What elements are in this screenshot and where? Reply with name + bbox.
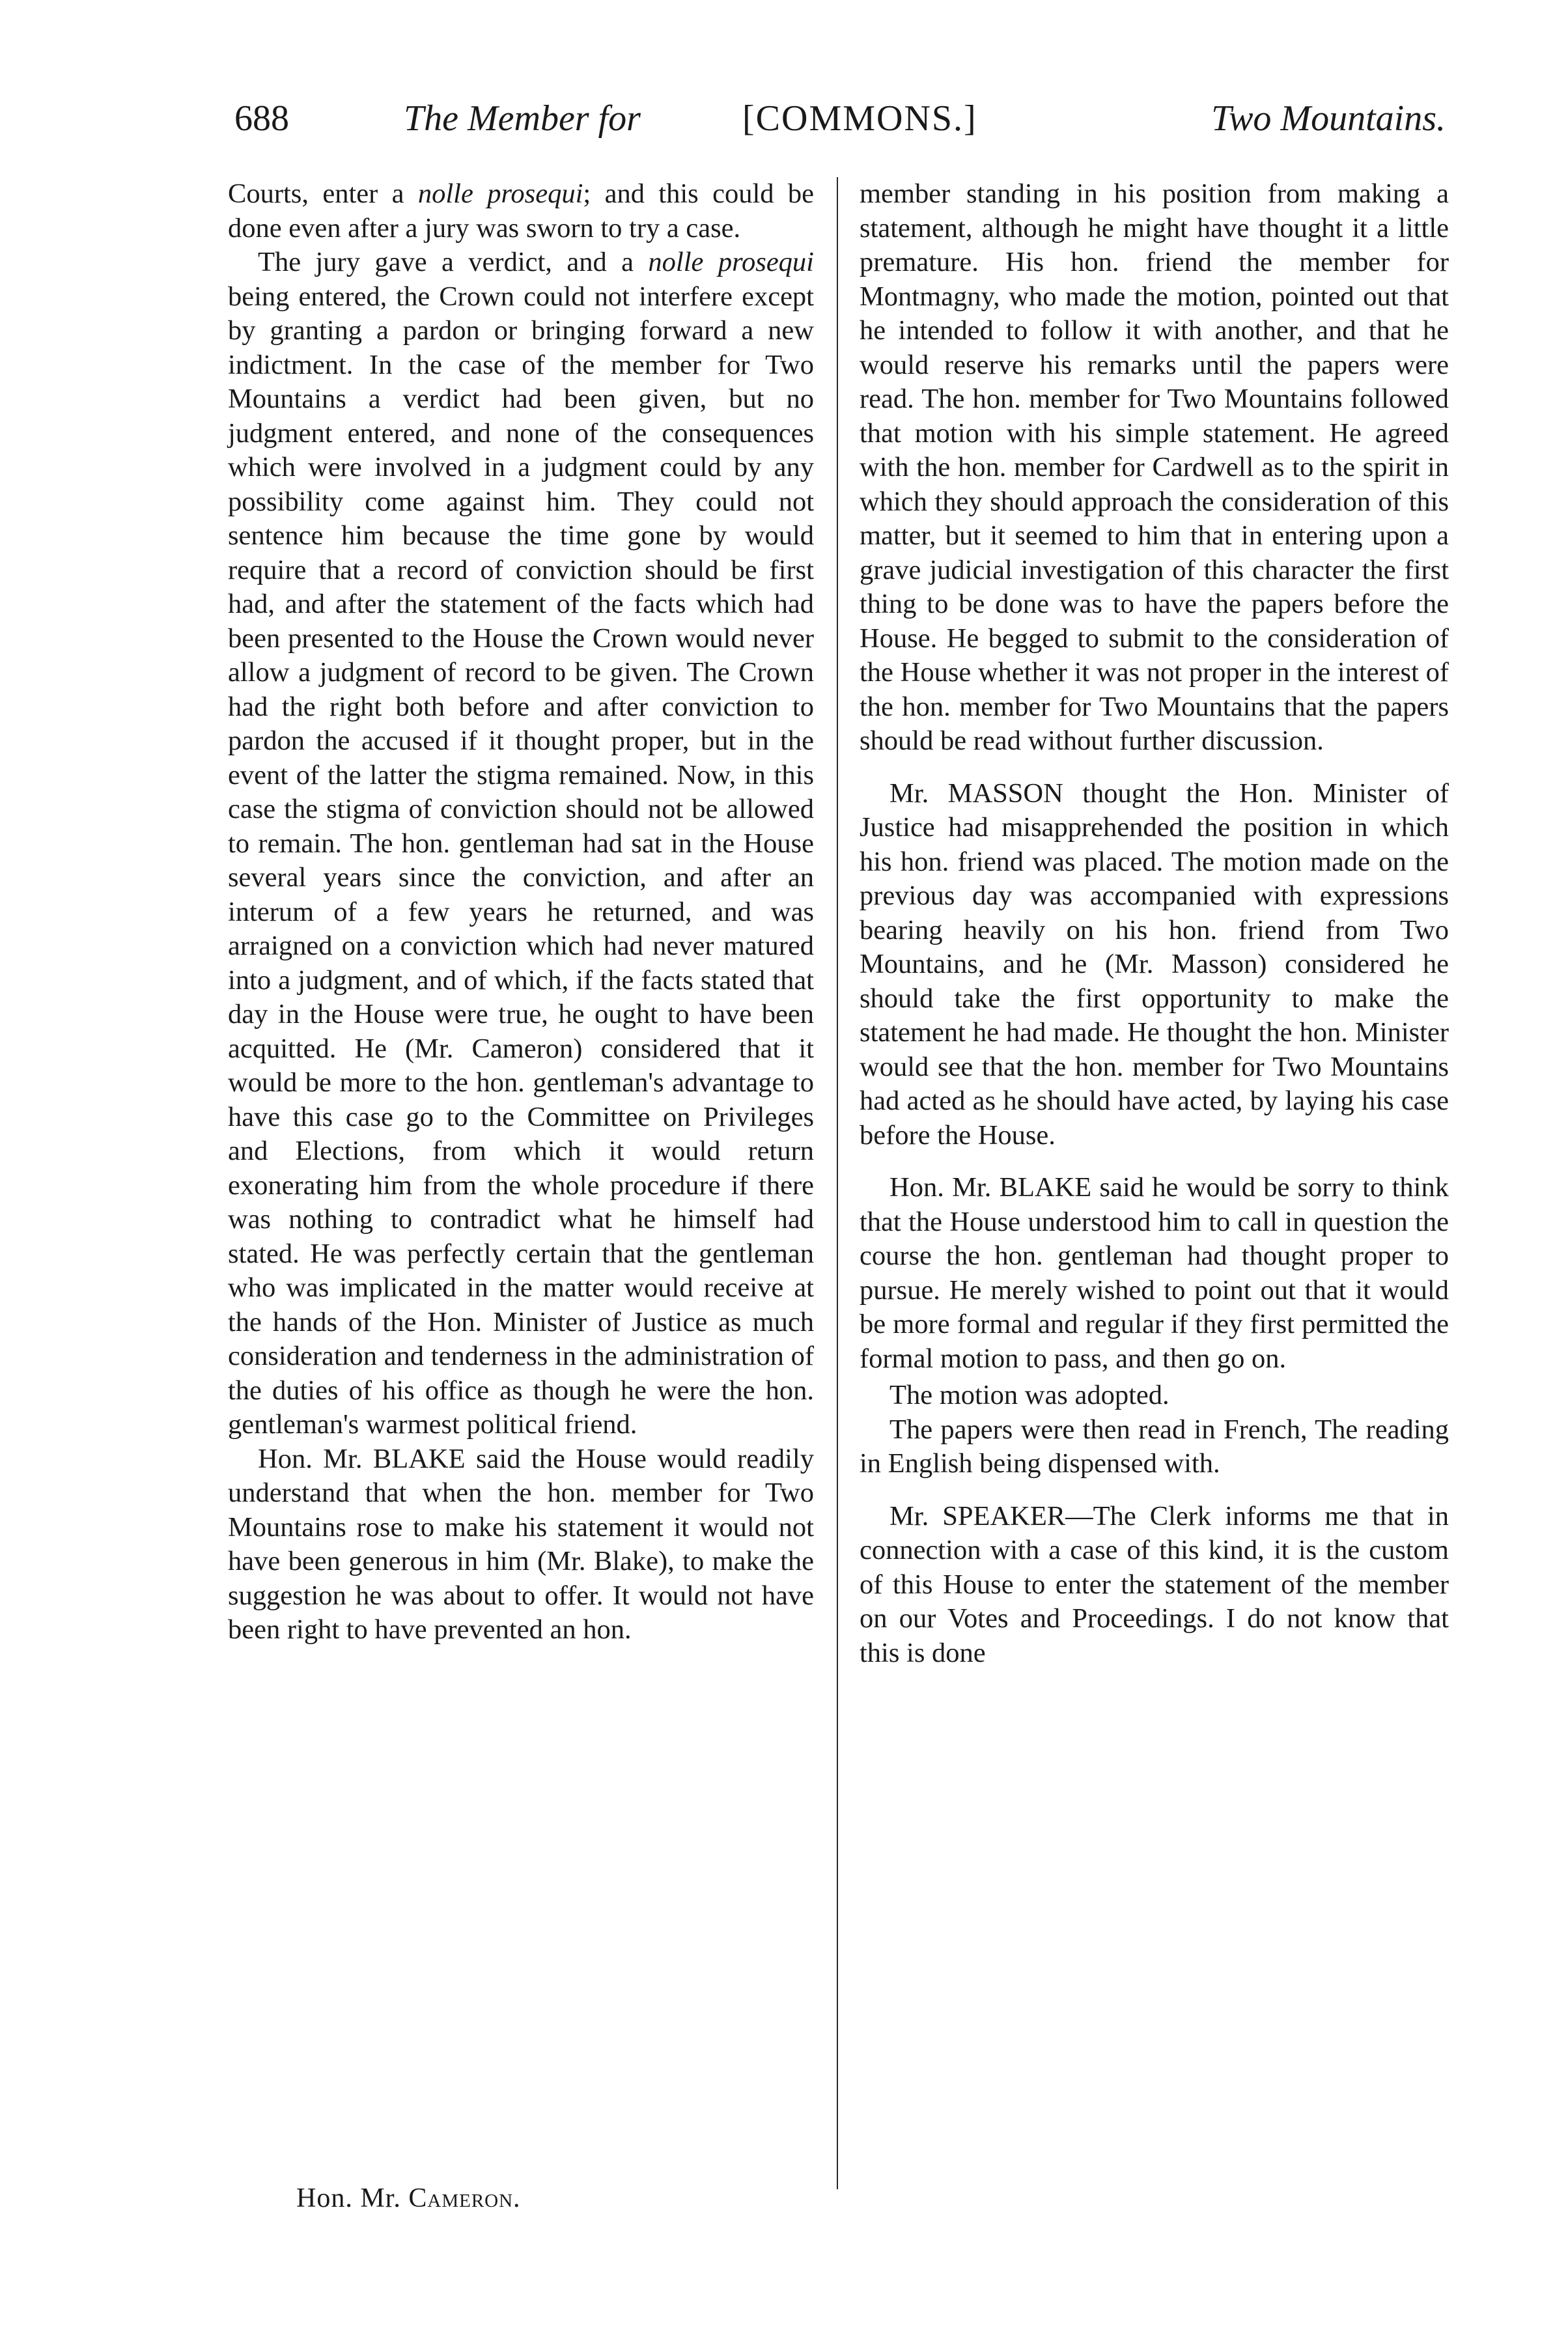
right-paragraph-3: Hon. Mr. BLAKE said he would be sorry to think that the House understood him to call in question the course the hon. gentleman had thought proper to pursue. He merely wished to point out that it would be more formal and regular if they first permitted the formal motion to pass, and then go on. — [860, 1172, 1449, 1374]
text-run: The jury gave a verdict, and a — [258, 247, 649, 277]
running-header — [234, 98, 1446, 150]
right-column — [860, 177, 1449, 1670]
next-speaker-catchword — [296, 2183, 521, 2214]
header-left-title: The Member for — [404, 98, 641, 139]
header-right-title: Two Mountains. — [1211, 98, 1446, 139]
right-paragraph-2: Mr. MASSON thought the Hon. Minister of Justice had misapprehended the position in which his hon. friend was placed. The motion made on the previous day was accompanied with expressions bearing heavily on his hon. friend from Two Mountains, and he (Mr. Masson) considered he should take the first opportunity to make the statement he had made. He thought the hon. Minister would see that the hon. member for Two Mountains had acted as he should have acted, by laying his case before the House. — [860, 777, 1449, 1151]
text-run: Courts, enter a — [228, 178, 418, 209]
column-divider — [837, 177, 838, 2189]
right-paragraph-5: The papers were then read in French, The reading in English being dispensed with. — [860, 1414, 1449, 1479]
left-paragraph-2 — [228, 245, 814, 1442]
left-paragraph-3: Hon. Mr. BLAKE said the House would readily understand that when the hon. member for Two Mountains rose to make his statement it would not have been generous in him (Mr. Blake), to make the suggestion he was about to offer. It would not have been right to have prevented an hon. — [228, 1443, 814, 1645]
latin-term: nolle prosequi — [417, 178, 583, 209]
left-paragraph-1 — [228, 177, 814, 245]
latin-term: nolle prosequi — [648, 247, 814, 277]
text-run: being entered, the Crown could not interfere except by granting a pardon or bringing forward a new indictment. In the case of the member for Two Mountains a verdict had been given, but no judgment entered, and none of the consequences which were involved in a judgment could by any possibility come against him. They could not sentence him because the time gone by would require that a record of conviction should be first had, and after the statement of the facts which had been presented to the House the Crown would never allow a judgment of record to be given. The Crown had the right both before and after conviction to pardon the accused if it thought proper, but in the event of the latter the stigma remained. Now, in this case the stigma of conviction should not be allowed to remain. The hon. gentleman had sat in the House several years since the conviction, and after an interum of a few years he returned, and was arraigned on a conviction which had never matured into a judgment, and of which, if the facts stated that day in the House were true, he ought to have been acquitted. He (Mr. Cameron) considered that it would be more to the hon. gentleman's advantage to have this case go to the Committee on Privileges and Elections, from which it would return exonerating him from the whole procedure if there was nothing to contradict what he himself had stated. He was perfectly certain that the gentleman who was implicated in the matter would receive at the hands of the Hon. Minister of Justice as much consideration and tenderness in the administration of the duties of his office as though he were the hon. gentleman's warmest political friend. — [228, 281, 814, 1440]
speaker-suffix: . — [513, 2183, 521, 2213]
right-paragraph-4: The motion was adopted. — [889, 1380, 1169, 1410]
left-column — [228, 177, 814, 1647]
speaker-name: Cameron — [408, 2183, 514, 2213]
page-number: 688 — [234, 98, 289, 139]
right-paragraph-6: Mr. SPEAKER—The Clerk informs me that in connection with a case of this kind, it is the custom of this House to enter the statement of the member on our Votes and Proceedings. I do not know that this is done — [860, 1500, 1449, 1668]
speaker-prefix: Hon. Mr. — [296, 2183, 409, 2213]
text-run: ; and this could be done even after a jury was sworn to try a case. — [228, 178, 814, 244]
right-paragraph-1: member standing in his position from making a statement, although he might have thought it a little premature. His hon. friend the member for Montmagny, who made the motion, pointed out that he intended to follow it with another, and that he would reserve his remarks until the papers were read. The hon. member for Two Mountains followed that motion with his simple statement. He agreed with the hon. member for Cardwell as to the spirit in which they should approach the consideration of this matter, but it seemed to him that in entering upon a grave judicial investigation of this character the first thing to be done was to have the papers before the House. He begged to submit to the consideration of the House whether it was not proper in the interest of the hon. member for Two Mountains that the papers should be read without further discussion. — [860, 178, 1449, 756]
header-center-title: [COMMONS.] — [742, 98, 977, 139]
